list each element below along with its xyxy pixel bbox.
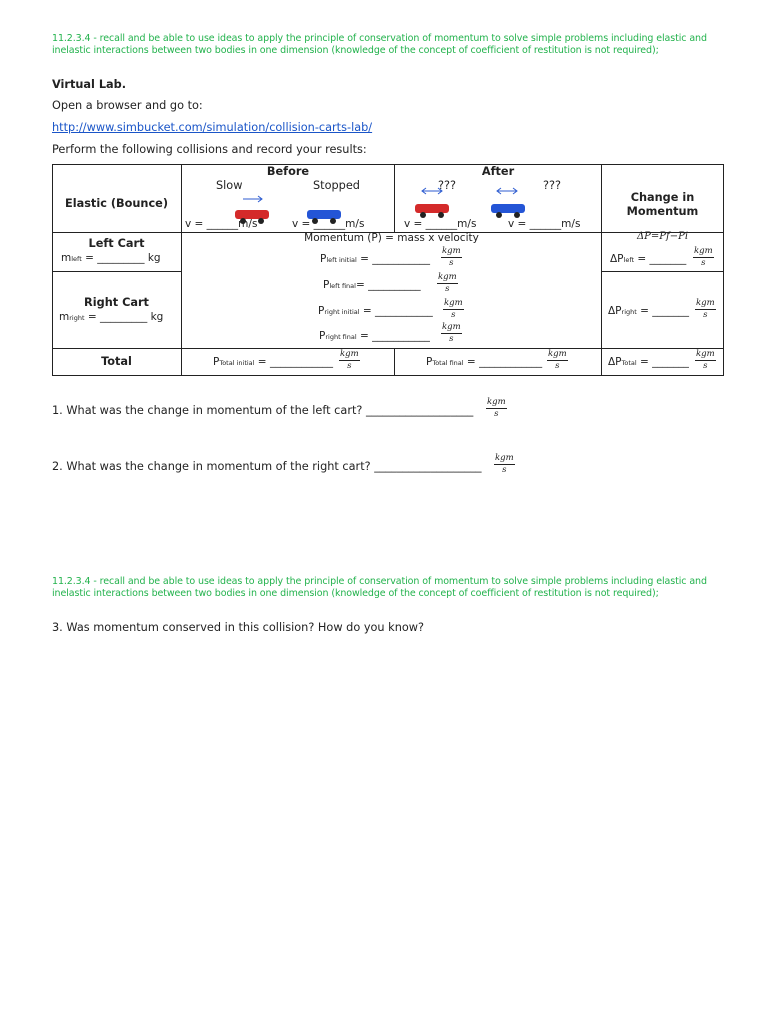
unit-fraction: kgm s [696,349,715,371]
p-left-initial-field[interactable]: Pleft initial = ___________ [320,253,431,265]
question-1[interactable]: 1. What was the change in momentum of the left cart? ___________________ [52,404,474,417]
delta-p-right-field[interactable]: ΔPright = _______ [608,305,690,317]
unit-fraction: kgm s [548,349,567,371]
elastic-bounce-label: Elastic (Bounce) [65,197,168,210]
before-header: Before [266,165,310,178]
p-total-initial-field[interactable]: PTotal initial = ____________ [213,356,333,368]
p-right-final-field[interactable]: Pright final = ___________ [319,330,430,342]
blue-cart-after-icon [491,204,525,218]
unit-fraction: kgm s [694,246,713,268]
question-3[interactable]: 3. Was momentum conserved in this collision? How do you know? [52,621,425,634]
double-arrow-icon-left [420,187,444,195]
lab-heading: Virtual Lab. [52,78,127,91]
red-cart-after-icon [415,204,449,218]
unit-fraction: kgm s [340,349,359,371]
right-arrow-icon [242,195,264,203]
double-arrow-icon-right [495,187,519,195]
right-cart-label: Right Cart [84,296,149,309]
open-browser-instruction: Open a browser and go to: [52,99,203,112]
change-in-momentum-header: Change in Momentum [626,191,699,218]
total-label: Total [101,355,132,368]
p-right-initial-field[interactable]: Pright initial = ___________ [318,305,433,317]
p-left-final-field[interactable]: Pleft final= __________ [323,279,421,291]
left-mass-field[interactable]: mleft = _________ kg [61,252,161,264]
results-table [52,164,724,376]
objective-text-top: 11.2.3.4 - recall and be able to use ideas to apply the principle of conservation of momentum to solve simple problems including elastic and inelastic interactions between two bodies in one dimension (knowledge of the concept of coefficient of restitution is not required); [52,33,707,56]
question-2[interactable]: 2. What was the change in momentum of the right cart? ___________________ [52,460,482,473]
velocity-after-right-field[interactable]: v = ______m/s [508,218,581,230]
objective-text-bottom: 11.2.3.4 - recall and be able to use ideas to apply the principle of conservation of momentum to solve simple problems including elastic and inelastic interactions between two bodies in one dimension (knowledge of the concept of coefficient of restitution is not required); [52,576,707,599]
velocity-before-left-field[interactable]: v = ______m/s [185,218,258,230]
delta-p-left-field[interactable]: ΔPleft = _______ [610,253,687,265]
p-total-final-field[interactable]: PTotal final = ____________ [426,356,543,368]
unit-fraction: kgm s [442,246,461,268]
after-header: After [481,165,515,178]
delta-p-formula: ΔP=Pf−Pi [636,231,689,242]
simulation-link[interactable]: http://www.simbucket.com/simulation/collision-carts-lab/ [52,121,373,134]
stopped-label: Stopped [313,179,360,192]
unknown-velocity-left: ??? [438,179,456,192]
unknown-velocity-right: ??? [543,179,561,192]
left-cart-label: Left Cart [88,237,145,250]
unit-fraction: kgm s [442,322,461,344]
right-mass-field[interactable]: mright = _________ kg [59,311,164,323]
perform-instruction: Perform the following collisions and record your results: [52,143,367,156]
velocity-before-right-field[interactable]: v = ______m/s [292,218,365,230]
momentum-formula: Momentum (P) = mass x velocity [304,232,479,244]
delta-p-total-field[interactable]: ΔPTotal = _______ [608,356,689,368]
unit-fraction: kgm s [495,453,514,475]
unit-fraction: kgm s [438,272,457,294]
unit-fraction: kgm s [444,298,463,320]
unit-fraction: kgm s [696,298,715,320]
velocity-after-left-field[interactable]: v = ______m/s [404,218,477,230]
slow-label: Slow [216,179,243,192]
unit-fraction: kgm s [487,397,506,419]
